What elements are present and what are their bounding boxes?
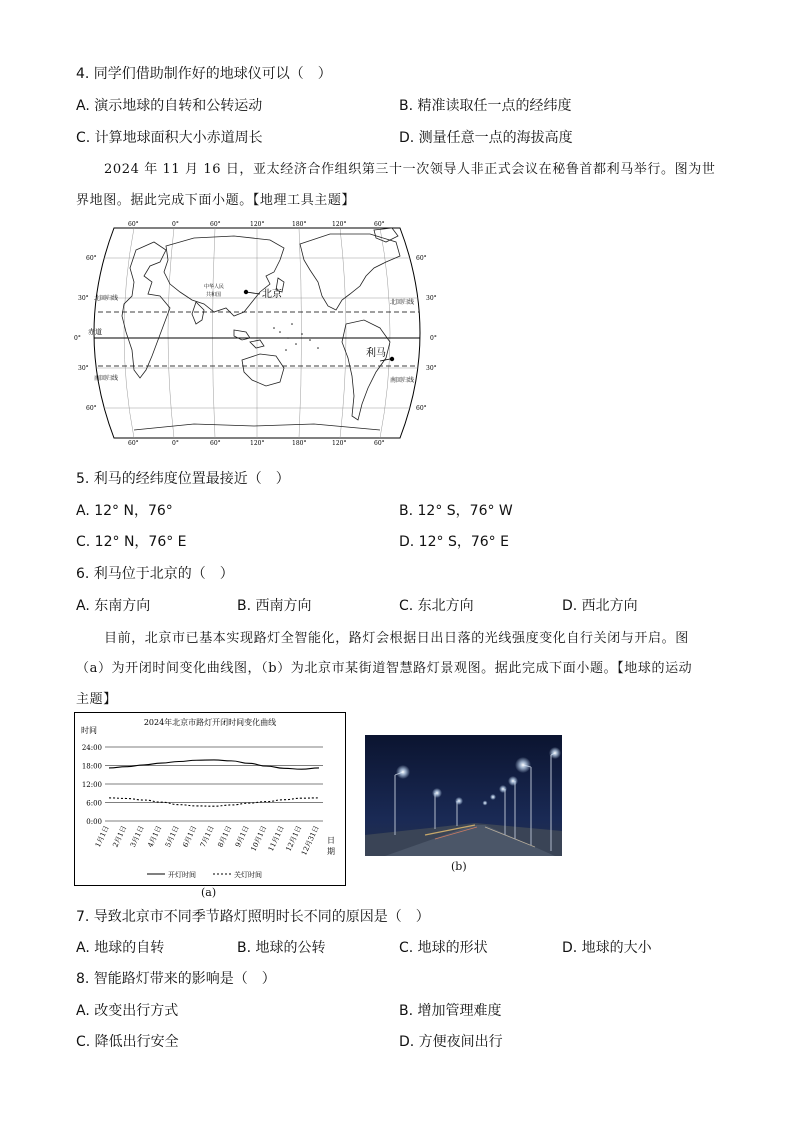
lat-label-left: 60° [86, 405, 97, 412]
x-tick-label: 9月1日 [233, 824, 251, 849]
lon-label-top: 120° [332, 221, 347, 228]
q8-option-d: D. 方便夜间出行 [399, 1034, 503, 1050]
equator-label: 赤道 [88, 328, 102, 336]
lima-marker [390, 357, 394, 361]
lon-label-bottom: 120° [250, 440, 265, 446]
street-light-photo [365, 735, 562, 856]
x-tick-label: 7月1日 [198, 824, 216, 849]
lat-label-left: 60° [86, 255, 97, 262]
lima-label: 利马 [366, 348, 386, 359]
q5-option-c: C. 12° N，76° E [76, 534, 187, 550]
lat-label-right: 30° [426, 365, 437, 372]
q6-stem: 6. 利马位于北京的（ ） [76, 566, 234, 582]
q4-option-d: D. 测量任意一点的海拔高度 [399, 130, 573, 146]
lon-label-top: 180° [292, 221, 307, 228]
y-axis-label: 时间 [81, 726, 97, 735]
x-tick-label: 1月1日 [93, 824, 111, 849]
lon-label-bottom: 180° [292, 440, 307, 446]
lon-label-top: 60° [374, 221, 385, 228]
passage1-line1: 2024 年 11 月 16 日，亚太经济合作组织第三十一次领导人非正式会议在秘鲁首都利马举行。图为世 [104, 162, 716, 177]
q8-option-a: A. 改变出行方式 [76, 1003, 179, 1019]
lon-label-bottom: 120° [332, 440, 347, 446]
lon-label-top: 120° [250, 221, 265, 228]
x-tick-label: 6月1日 [181, 824, 199, 849]
lon-label-top: 60° [210, 221, 221, 228]
passage2-line1: 目前，北京市已基本实现路灯全智能化，路灯会根据日出日落的光线强度变化自行关闭与开启。图 [104, 631, 689, 646]
q8-stem: 8. 智能路灯带来的影响是（ ） [76, 971, 276, 987]
q4-option-a: A. 演示地球的自转和公转运动 [76, 98, 263, 114]
x-axis-label-part1: 日 [327, 836, 335, 845]
passage1-line2: 界地图。据此完成下面小题。【地理工具主题】 [76, 193, 356, 208]
lat-label-left: 0° [74, 335, 81, 342]
q6-option-c: C. 东北方向 [399, 598, 474, 614]
world-map [74, 220, 440, 446]
light-time-chart [74, 712, 346, 886]
x-tick-label: 12月31日 [300, 824, 321, 857]
q7-option-a: A. 地球的自转 [76, 940, 165, 956]
x-axis-label-part2: 期 [327, 847, 335, 856]
q7-stem: 7. 导致北京市不同季节路灯照明时长不同的原因是（ ） [76, 909, 430, 925]
x-tick-label: 8月1日 [216, 824, 234, 849]
s-tropic-label-right: 南回归线 [390, 377, 415, 384]
street-light-photo-svg [365, 735, 562, 856]
x-tick-label: 4月1日 [146, 824, 164, 849]
q4-stem: 4. 同学们借助制作好的地球仪可以（ ） [76, 66, 332, 82]
series-line-light-on [109, 760, 319, 769]
caption-b: (b) [451, 860, 467, 873]
passage2-line3: 主题】 [76, 692, 117, 707]
q7-option-c: C. 地球的形状 [399, 940, 488, 956]
x-tick-label: 5月1日 [163, 824, 181, 849]
legend-label-light-on: 开灯时间 [168, 871, 196, 879]
y-tick-label: 12:00 [81, 781, 102, 789]
q5-option-a: A. 12° N，76° [76, 503, 173, 519]
q4-option-b: B. 精准读取任一点的经纬度 [399, 98, 572, 114]
passage2-line2: （a）为开闭时间变化曲线图，（b）为北京市某街道智慧路灯景观图。据此完成下面小题。【地球的运动 [76, 661, 693, 676]
q6-option-b: B. 西南方向 [237, 598, 312, 614]
q5-option-b: B. 12° S，76° W [399, 503, 513, 519]
y-tick-label: 0:00 [86, 818, 102, 826]
lat-label-right: 60° [416, 405, 427, 412]
q8-option-b: B. 增加管理难度 [399, 1003, 502, 1019]
q6-option-d: D. 西北方向 [562, 598, 638, 614]
light-time-chart-svg [75, 713, 345, 885]
lat-label-right: 60° [416, 255, 427, 262]
lat-label-left: 30° [78, 365, 89, 372]
q7-option-b: B. 地球的公转 [237, 940, 326, 956]
series-line-light-off [109, 798, 319, 806]
capital-note-line1: 中华人民 [204, 284, 225, 290]
q6-option-a: A. 东南方向 [76, 598, 151, 614]
lon-label-top: 60° [128, 221, 139, 228]
x-tick-label: 10月1日 [249, 824, 269, 853]
q8-option-c: C. 降低出行安全 [76, 1034, 179, 1050]
lat-label-right: 0° [430, 335, 437, 342]
x-tick-label: 12月1日 [284, 824, 304, 853]
capital-note-line2: 共和国 [206, 292, 222, 298]
world-map-svg [74, 220, 440, 446]
beijing-label: 北京 [262, 289, 282, 300]
q4-option-c: C. 计算地球面积大小赤道周长 [76, 130, 263, 146]
s-tropic-label-left: 南回归线 [94, 375, 119, 382]
lon-label-bottom: 60° [210, 440, 221, 446]
q5-stem: 5. 利马的经纬度位置最接近（ ） [76, 471, 290, 487]
q5-option-d: D. 12° S，76° E [399, 534, 509, 550]
n-tropic-label-right: 北回归线 [390, 299, 415, 306]
chart-title: 2024年北京市路灯开闭时间变化曲线 [143, 718, 277, 727]
caption-a: (a) [201, 886, 217, 899]
lon-label-top: 0° [172, 221, 179, 228]
legend-label-light-off: 关灯时间 [234, 871, 262, 879]
lon-label-bottom: 60° [128, 440, 139, 446]
lat-label-left: 30° [78, 295, 89, 302]
lat-label-right: 30° [426, 295, 437, 302]
lon-label-bottom: 0° [172, 440, 179, 446]
y-tick-label: 6:00 [86, 799, 102, 808]
x-tick-label: 11月1日 [266, 824, 286, 853]
x-tick-label: 2月1日 [111, 824, 129, 849]
y-tick-label: 24:00 [81, 744, 102, 752]
x-tick-label: 3月1日 [128, 824, 146, 849]
n-tropic-label-left: 北回归线 [94, 295, 119, 302]
q7-option-d: D. 地球的大小 [562, 940, 652, 956]
lon-label-bottom: 60° [374, 440, 385, 446]
y-tick-label: 18:00 [81, 762, 102, 771]
